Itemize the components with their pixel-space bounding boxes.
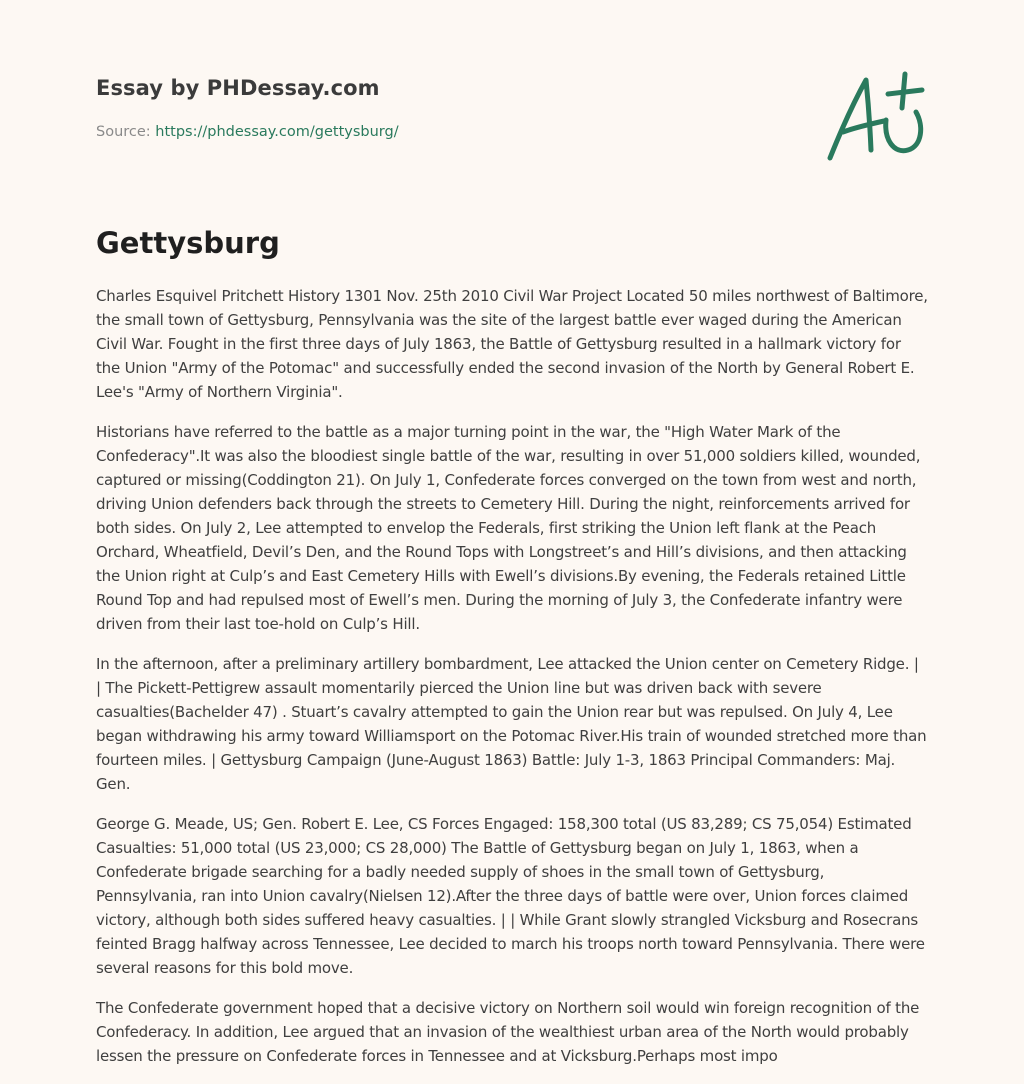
site-title: Essay by PHDessay.com: [96, 76, 380, 100]
essay-paragraph: The Confederate government hoped that a decisive victory on Northern soil would win foreign recognition of the Confederacy. In addition, Lee argued that an invasion of the wealthiest urban area of the North would probably lessen the pressure on Confederate forces in Tennessee and at Vicksburg.Perhaps most impo: [96, 999, 920, 1065]
essay-paragraph: George G. Meade, US; Gen. Robert E. Lee, CS Forces Engaged: 158,300 total (US 83,289; CS 75,054) Estimated Casualties: 51,000 total (US 23,000; CS 28,000) The Battle of Gettysburg began on July 1, 1863, when a Confederate brigade searching for a badly needed supply of shoes in the small town of Gettysburg, Pennsylvania, ran into Union cavalry(Nielsen 12).After the three days of battle were over, Union forces claimed victory, although both sides suffered heavy casualties. | | While Grant slowly strangled Vicksburg and Rosecrans feinted Bragg halfway across Tennessee, Lee decided to march his troops north toward Pennsylvania. There were several reasons for this bold move.: [96, 815, 925, 977]
a-plus-logo-icon: [824, 66, 928, 166]
source-label: Source:: [96, 124, 156, 140]
essay-body: [96, 284, 928, 1084]
essay-page: [96, 0, 928, 1084]
essay-paragraph: In the afternoon, after a preliminary artillery bombardment, Lee attacked the Union center on Cemetery Ridge. | | The Pickett-Pettigrew assault momentarily pierced the Union line but was driven back with severe casualties(Bachelder 47) . Stuart’s cavalry attempted to gain the Union rear but was repulsed. On July 4, Lee began withdrawing his army toward Williamsport on the Potomac River.His train of wounded stretched more than fourteen miles. | Gettysburg Campaign (June-August 1863) Battle: July 1-3, 1863 Principal Commanders: Maj. Gen.: [96, 655, 927, 793]
source-line: [96, 124, 399, 140]
essay-paragraph: Charles Esquivel Pritchett History 1301 Nov. 25th 2010 Civil War Project Located 50 miles northwest of Baltimore, the small town of Gettysburg, Pennsylvania was the site of the largest battle ever waged during the American Civil War. Fought in the first three days of July 1863, the Battle of Gettysburg resulted in a hallmark victory for the Union "Army of the Potomac" and successfully ended the second invasion of the North by General Robert E. Lee's "Army of Northern Virginia".: [96, 287, 928, 401]
essay-title: Gettysburg: [96, 226, 280, 260]
source-link[interactable]: https://phdessay.com/gettysburg/: [155, 124, 399, 140]
essay-paragraph: Historians have referred to the battle as a major turning point in the war, the "High Water Mark of the Confederacy".It was also the bloodiest single battle of the war, resulting in over 51,000 soldiers killed, wounded, captured or missing(Coddington 21). On July 1, Confederate forces converged on the town from west and north, driving Union defenders back through the streets to Cemetery Hill. During the night, reinforcements arrived for both sides. On July 2, Lee attempted to envelop the Federals, first striking the Union left flank at the Peach Orchard, Wheatfield, Devil’s Den, and the Round Tops with Longstreet’s and Hill’s divisions, and then attacking the Union right at Culp’s and East Cemetery Hills with Ewell’s divisions.By evening, the Federals retained Little Round Top and had repulsed most of Ewell’s men. During the morning of July 3, the Confederate infantry were driven from their last toe-hold on Culp’s Hill.: [96, 423, 921, 633]
